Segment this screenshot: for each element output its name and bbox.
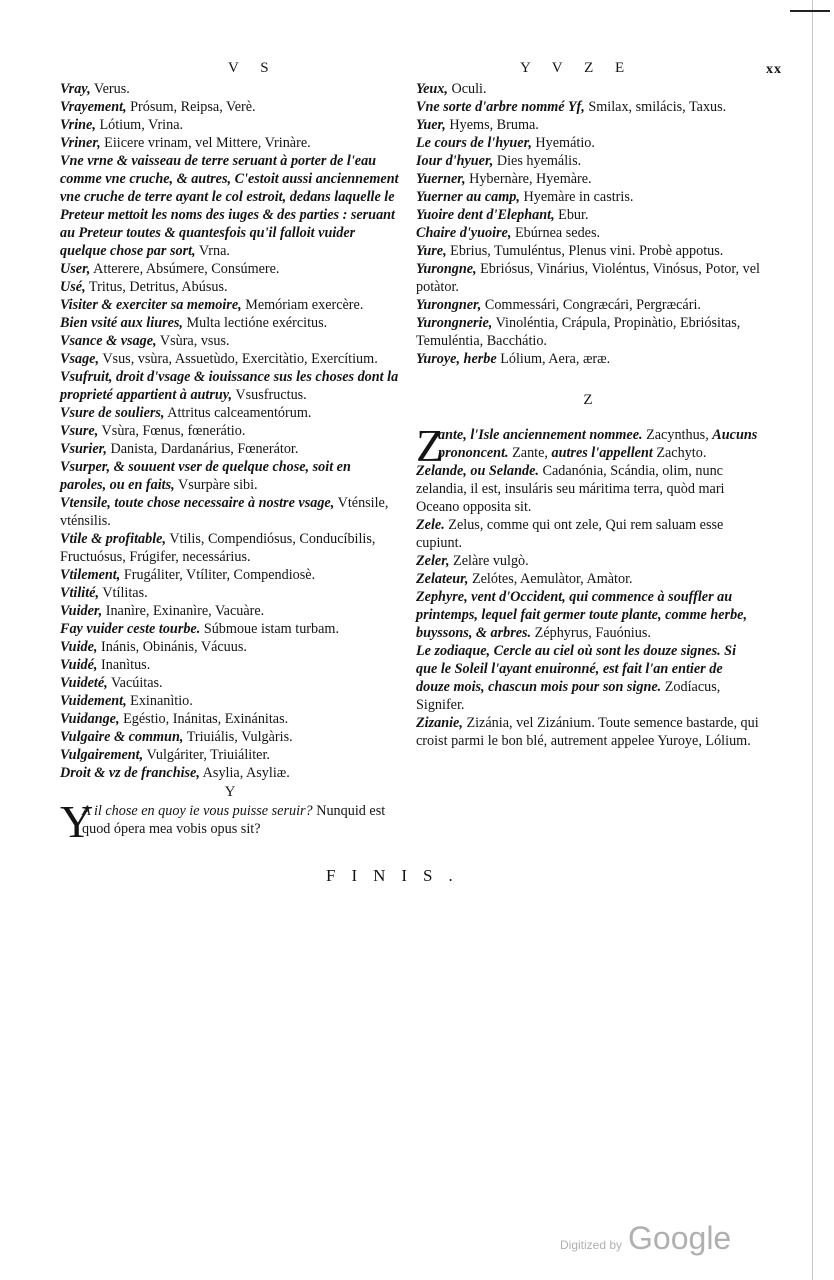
entry-headword: Vulgairement, (60, 747, 144, 763)
dictionary-entry (60, 656, 400, 674)
dictionary-entry (416, 296, 760, 314)
entry-latin-gloss: Dies hyemális. (496, 153, 582, 169)
entry-headword: Yure, (416, 243, 447, 259)
entry-headword: Zelateur, (416, 571, 469, 587)
dictionary-entry (60, 530, 400, 566)
entry-headword: Vrine, (60, 117, 96, 133)
watermark-prefix: Digitized by (560, 1238, 623, 1252)
entry-headword: Vtilité, (60, 585, 100, 601)
dictionary-entry (60, 764, 400, 782)
left-column (60, 80, 400, 847)
entry-latin-gloss: Zéphyrus, Fauónius. (534, 625, 651, 641)
entry-headword: Yuerner au camp, (416, 189, 520, 205)
entry-latin-gloss: Vacúitas. (111, 675, 163, 691)
z-intro-latin-3: Zachyto. (656, 445, 707, 461)
entry-latin-gloss: Tritus, Detritus, Abúsus. (88, 279, 228, 295)
page-edge-tick (790, 10, 830, 12)
dictionary-entry (416, 206, 760, 224)
dictionary-entry (60, 566, 400, 584)
entry-latin-gloss: Vtilis, Compendiósus, Conducíbilis, Fructuósus, Frúgifer, necessárius. (60, 531, 376, 565)
dictionary-entry (416, 714, 760, 750)
page-edge-line (812, 0, 813, 1280)
entry-headword: Vne sorte d'arbre nommé Yf, (416, 99, 585, 115)
entry-latin-gloss: Zodíacus, Signifer. (416, 679, 721, 713)
dictionary-entry (416, 170, 760, 188)
entry-headword: Vsage, (60, 351, 100, 367)
entry-headword: Vuidement, (60, 693, 127, 709)
y-intro-entry (60, 796, 400, 847)
entry-latin-gloss: Inánis, Obinánis, Vácuus. (101, 639, 247, 655)
y-intro-latin: Nunquid est quod ópera mea vobis opus sit? (82, 803, 386, 837)
entry-headword: Iour d'hyuer, (416, 153, 494, 169)
google-logo: Google (628, 1220, 732, 1256)
dictionary-entry (416, 188, 760, 206)
entry-latin-gloss: Egéstio, Inánitas, Exinánitas. (123, 711, 289, 727)
entry-latin-gloss: Smilax, smilácis, Taxus. (588, 99, 727, 115)
entry-headword: Vtile & profitable, (60, 531, 167, 547)
z-intro-latin-2: Zante, (512, 445, 548, 461)
entry-headword: Vsufruit, droit d'vsage & iouissance sus les choses dont la proprieté appartient à autruy, (60, 369, 399, 403)
z-intro-latin-1: Zacynthus, (646, 427, 709, 443)
dictionary-entry (60, 710, 400, 728)
entry-headword: Vriner, (60, 135, 101, 151)
entry-latin-gloss: Vsus, vsùra, Assuetùdo, Exercitàtio, Exercítium. (102, 351, 378, 367)
entry-latin-gloss: Vulgáriter, Triuiáliter. (146, 747, 270, 763)
entry-headword: Vuidé, (60, 657, 98, 673)
entry-latin-gloss: Ebrius, Tumuléntus, Plenus vini. Probè appotus. (450, 243, 724, 259)
entry-latin-gloss: Memóriam exercère. (245, 297, 364, 313)
entry-headword: Yeux, (416, 81, 448, 97)
dictionary-entry (416, 588, 760, 642)
dictionary-entry (60, 746, 400, 764)
entry-latin-gloss: Zelótes, Aemulàtor, Amàtor. (471, 571, 633, 587)
entry-headword: Le cours de l'hyuer, (416, 135, 532, 151)
entry-headword: Zeler, (416, 553, 450, 569)
entry-latin-gloss: Ebriósus, Vinárius, Violéntus, Vinósus, Potor, vel potàtor. (416, 261, 760, 295)
entry-latin-gloss: Attritus calceamentórum. (167, 405, 312, 421)
entry-headword: Vuideté, (60, 675, 108, 691)
dictionary-entry (416, 260, 760, 296)
entry-latin-gloss: Commessári, Congræcári, Pergræcári. (484, 297, 701, 313)
entry-latin-gloss: Oculi. (451, 81, 487, 97)
dictionary-entry (416, 116, 760, 134)
entry-latin-gloss: Vsusfructus. (235, 387, 307, 403)
entry-headword: Visiter & exerciter sa memoire, (60, 297, 242, 313)
entry-headword: Zelande, ou Selande. (416, 463, 539, 479)
dictionary-entry (60, 674, 400, 692)
dictionary-entry (416, 570, 760, 588)
entry-latin-gloss: Vsurpàre sibi. (178, 477, 258, 493)
entry-latin-gloss: Atterere, Absúmere, Consúmere. (93, 261, 280, 277)
entry-latin-gloss: Súbmoue istam turbam. (203, 621, 339, 637)
dictionary-entry (416, 350, 760, 368)
dictionary-entry (416, 462, 760, 516)
dictionary-entry (416, 134, 760, 152)
entry-headword: Vsurier, (60, 441, 107, 457)
entry-headword: Vuide, (60, 639, 98, 655)
dictionary-entry (60, 278, 400, 296)
dictionary-entry (416, 552, 760, 570)
entry-headword: Bien vsité aux liures, (60, 315, 183, 331)
entry-headword: Vuidange, (60, 711, 120, 727)
entry-latin-gloss: Hyemátio. (535, 135, 595, 151)
entry-latin-gloss: Lólium, Aera, æræ. (500, 351, 611, 367)
dropcap-y: Y (60, 796, 94, 847)
entry-latin-gloss: Eiicere vrinam, vel Mittere, Vrinàre. (104, 135, 311, 151)
entry-headword: Vrayement, (60, 99, 127, 115)
entry-headword: Zephyre, vent d'Occident, qui commence à souffler au printemps, lequel fait germer toute plante, comme herbe, buyssons, & arbres. (416, 589, 748, 641)
entry-headword: Vsure, (60, 423, 99, 439)
letter-heading-z: Z (583, 392, 593, 408)
dictionary-entry (60, 638, 400, 656)
entry-latin-gloss: Verus. (93, 81, 130, 97)
dictionary-entry (416, 98, 760, 116)
entry-latin-gloss: Danista, Dardanárius, Fœnerátor. (110, 441, 299, 457)
y-intro-french: A il chose en quoy ie vous puisse seruir? (82, 803, 313, 819)
dictionary-entry (416, 152, 760, 170)
entry-latin-gloss: Ebúrnea sedes. (514, 225, 601, 241)
dictionary-entry (60, 368, 400, 404)
dictionary-entry (60, 602, 400, 620)
dictionary-entry (60, 584, 400, 602)
dictionary-entry (60, 404, 400, 422)
entry-latin-gloss: Vrna. (198, 243, 230, 259)
left-entry-list (60, 80, 400, 782)
entry-headword: Vulgaire & commun, (60, 729, 184, 745)
dictionary-entry (416, 516, 760, 552)
z-intro-french-1: ante, l'Isle anciennement nommee. (438, 427, 643, 443)
entry-latin-gloss: Zelàre vulgò. (453, 553, 529, 569)
dictionary-entry (60, 332, 400, 350)
letter-heading-y: Y (224, 784, 236, 800)
dictionary-entry (60, 134, 400, 152)
entry-latin-gloss: Frugáliter, Vtíliter, Compendiosè. (123, 567, 316, 583)
dictionary-entry (60, 116, 400, 134)
dictionary-entry (416, 314, 760, 350)
dictionary-entry (60, 80, 400, 98)
entry-latin-gloss: Zelus, comme qui ont zele, Qui rem saluam esse cupiunt. (416, 517, 724, 551)
running-head-left: V S (228, 60, 278, 76)
entry-headword: Chaire d'yuoire, (416, 225, 512, 241)
entry-headword: Vsance & vsage, (60, 333, 157, 349)
entry-headword: Yuerner, (416, 171, 466, 187)
folio-number: xx (766, 62, 782, 77)
entry-latin-gloss: Hybernàre, Hyemàre. (469, 171, 592, 187)
entry-headword: Yuoire dent d'Elephant, (416, 207, 555, 223)
entry-latin-gloss: Triuiális, Vulgàris. (186, 729, 293, 745)
entry-headword: Vsurper, & souuent vser de quelque chose, soit en paroles, ou en faits, (60, 459, 351, 493)
right-column (416, 80, 760, 750)
entry-headword: Usé, (60, 279, 86, 295)
entry-headword: Zele. (416, 517, 445, 533)
entry-latin-gloss: Zizánia, vel Zizánium. Toute semence bastarde, qui croist parmi le bon blé, autrement appelee Yuroye, Lólium. (416, 715, 759, 749)
dictionary-entry (60, 314, 400, 332)
entry-latin-gloss: Vsùra, Fœnus, fœnerátio. (101, 423, 246, 439)
entry-headword: Vtilement, (60, 567, 121, 583)
dictionary-entry (60, 728, 400, 746)
entry-latin-gloss: Inanìtus. (101, 657, 151, 673)
entry-latin-gloss: Exinanìtio. (130, 693, 193, 709)
dictionary-entry (60, 422, 400, 440)
dictionary-entry (60, 692, 400, 710)
entry-headword: Zizanie, (416, 715, 463, 731)
dictionary-entry (416, 642, 760, 714)
entry-latin-gloss: Vtílitas. (102, 585, 148, 601)
entry-latin-gloss: Inanìre, Exinanìre, Vacuàre. (105, 603, 265, 619)
z-intro-french-3: autres l'appellent (551, 445, 653, 461)
dictionary-entry (60, 458, 400, 494)
entry-headword: Vsure de souliers, (60, 405, 165, 421)
dictionary-entry (60, 350, 400, 368)
entry-headword: Vtensile, toute chose necessaire à nostre vsage, (60, 495, 335, 511)
entry-headword: Yurongnerie, (416, 315, 493, 331)
entry-headword: Yuroye, herbe (416, 351, 497, 367)
entry-latin-gloss: Vinoléntia, Crápula, Propinàtio, Ebriósitas, Temuléntia, Bacchátio. (416, 315, 741, 349)
entry-latin-gloss: Ebur. (558, 207, 589, 223)
right-entry-list (416, 80, 760, 368)
dictionary-entry (60, 260, 400, 278)
entry-latin-gloss: Cadanónia, Scándia, olim, nunc zelandia, il est, insuláris seu máritima terra, quòd mari Oceano opposita sit. (416, 463, 725, 515)
entry-headword: Vray, (60, 81, 91, 97)
entry-headword: Yurongner, (416, 297, 482, 313)
dictionary-entry (416, 80, 760, 98)
entry-headword: Vne vrne & vaisseau de terre seruant à porter de l'eau comme vne cruche, & autres, C'estoit aussi anciennement vne cruche de terre ayant le col estroit, dedans laquelle le Preteur mettoit les noms des iuges & des parties : seruant au Preteur toutes & quantesfois qu'il falloit vuider quelque chose par sort, (60, 153, 399, 259)
entry-headword: Yurongne, (416, 261, 477, 277)
entry-headword: Droit & vz de franchise, (60, 765, 200, 781)
entry-latin-gloss: Asylia, Asyliæ. (202, 765, 290, 781)
dictionary-entry (60, 296, 400, 314)
entry-latin-gloss: Lótium, Vrina. (99, 117, 184, 133)
dictionary-entry (60, 152, 400, 260)
entry-latin-gloss: Vténsile, vténsilis. (60, 495, 389, 529)
entry-latin-gloss: Prósum, Reipsa, Verè. (130, 99, 256, 115)
entry-headword: User, (60, 261, 91, 277)
entry-latin-gloss: Hyems, Bruma. (449, 117, 539, 133)
digitization-watermark (560, 1220, 731, 1257)
z-intro-french-2: Aucuns prononcent. (438, 427, 758, 461)
finis-colophon: FINIS. (326, 866, 469, 885)
entry-headword: Fay vuider ceste tourbe. (60, 621, 201, 637)
dictionary-entry (60, 440, 400, 458)
dictionary-entry (60, 494, 400, 530)
entry-headword: Vuider, (60, 603, 103, 619)
entry-latin-gloss: Multa lectióne exércitus. (186, 315, 328, 331)
entry-headword: Yuer, (416, 117, 446, 133)
dropcap-z: Z (416, 420, 445, 471)
entry-latin-gloss: Vsùra, vsus. (159, 333, 230, 349)
dictionary-entry (60, 98, 400, 116)
z-entry-list (416, 462, 760, 750)
entry-latin-gloss: Hyemàre in castris. (523, 189, 634, 205)
dictionary-entry (416, 224, 760, 242)
running-head-right: Y V Z E (520, 60, 634, 76)
entry-headword: Le zodiaque, Cercle au ciel où sont les douze signes. Si que le Soleil l'ayant enuironné, est fait l'an entier de douze mois, chascun mois pour son signe. (416, 643, 737, 695)
dictionary-entry (416, 242, 760, 260)
dictionary-entry (60, 620, 400, 638)
